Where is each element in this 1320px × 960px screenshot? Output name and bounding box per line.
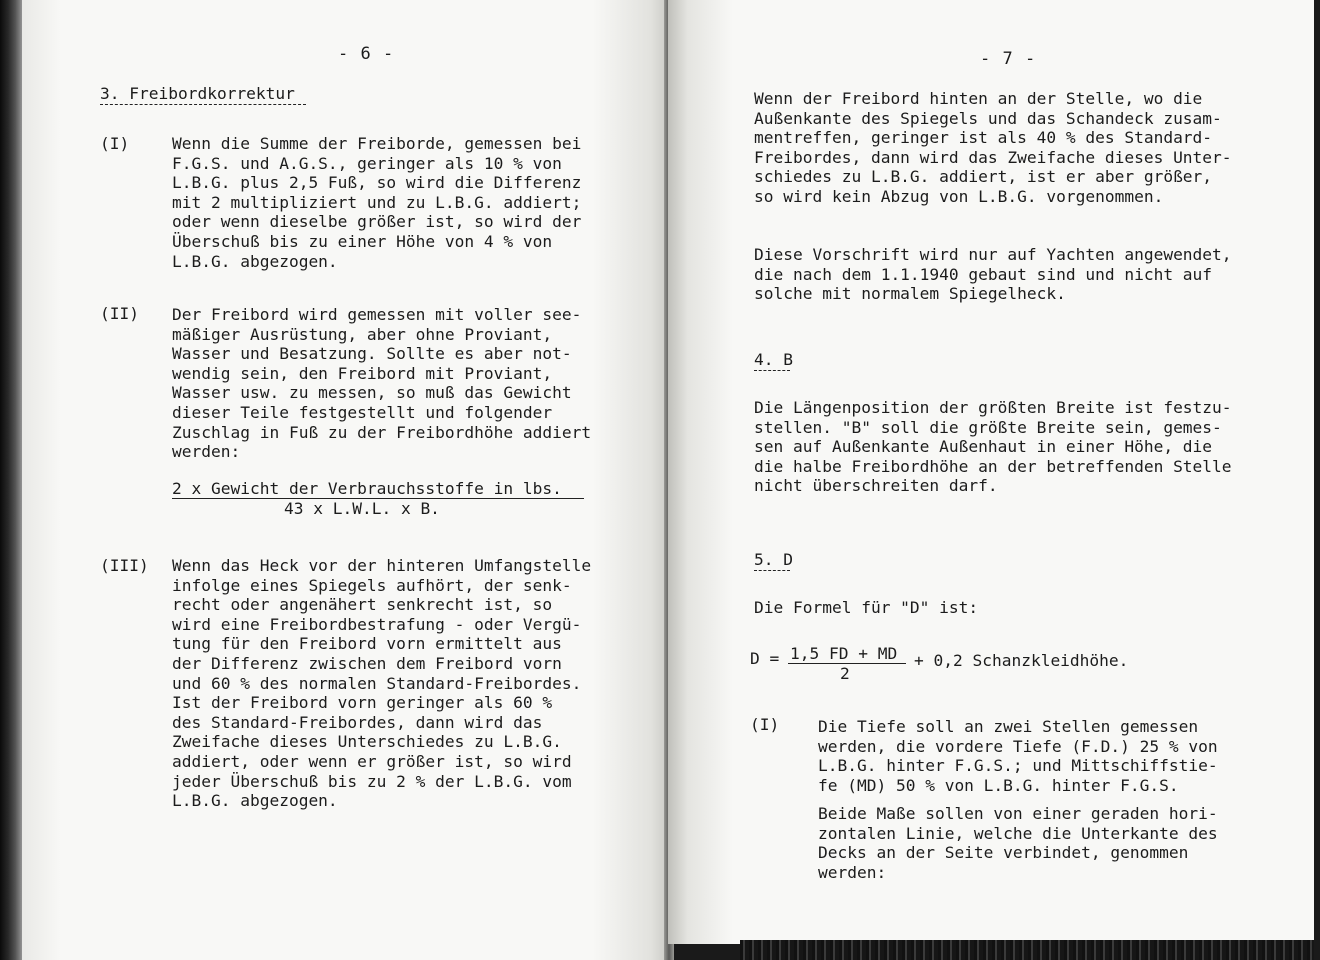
text-line: L.B.G. hinter F.G.S.; und Mittschiffstie- [818,756,1218,776]
heading-underline [754,570,790,571]
text-line: F.G.S. und A.G.S., geringer als 10 % von [172,153,562,173]
text-line: jeder Überschuß bis zu 2 % der L.B.G. vom [172,771,572,791]
formula-denominator: 43 x L.W.L. x B. [284,499,440,518]
formula-d-numerator: 1,5 FD + MD [790,644,898,663]
text-line: Der Freibord wird gemessen mit voller see- [172,305,582,324]
section-b-paragraph [754,398,1232,496]
text-line: Zweifache dieses Unterschiedes zu L.B.G. [172,732,562,752]
text-line: und 60 % des normalen Standard-Freibordes. [172,673,582,693]
text-line: Decks an der Seite verbindet, genommen [818,843,1189,863]
text-line: Diese Vorschrift wird nur auf Yachten angewendet, [754,245,1232,264]
text-line: sen auf Außenkante Außenhaut in einer Höhe, die [754,437,1213,457]
text-line: recht oder angenähert senkrecht ist, so [172,595,553,615]
text-line: mit 2 multipliziert und zu L.B.G. addiert; [172,192,582,212]
formula-d-rhs: + 0,2 Schanzkleidhöhe. [914,651,1129,670]
text-line: die nach dem 1.1.1940 gebaut sind und nicht auf [754,264,1213,284]
text-line: addiert, oder wenn er größer ist, so wird [172,751,572,771]
paragraph-iii [172,556,591,811]
section-heading-d: 5. D [754,550,793,569]
text-line: des Standard-Freibordes, dann wird das [172,712,543,732]
text-line: Wenn der Freibord hinten an der Stelle, wo die [754,89,1203,108]
text-line: Wasser und Besatzung. Sollte es aber not- [172,344,572,364]
right-page [668,0,1316,944]
text-line: nicht überschreiten darf. [754,476,998,496]
text-line: mäßiger Ausrüstung, aber ohne Proviant, [172,324,553,344]
text-line: werden: [172,442,241,462]
rule-paragraph [754,245,1232,304]
section-heading-b: 4. B [754,350,793,369]
paragraph-i [172,134,581,271]
page-number-left: - 6 - [338,44,395,64]
heading-underline [100,104,306,105]
text-line: Die Tiefe soll an zwei Stellen gemessen [818,717,1199,736]
formula-d-denominator: 2 [840,664,850,683]
text-line: Wasser usw. zu messen, so muß das Gewicht [172,383,572,403]
scan-border-right [1314,0,1320,960]
text-line: werden, die vordere Tiefe (F.D.) 25 % von [818,736,1218,756]
intro-paragraph [754,89,1232,207]
text-line: Überschuß bis zu einer Höhe von 4 % von [172,231,553,251]
text-line: Beide Maße sollen von einer geraden hori- [818,804,1218,823]
text-line: wendig sein, den Freibord mit Proviant, [172,363,553,383]
text-line: werden: [818,862,887,882]
text-line: Die Längenposition der größten Breite ist festzu- [754,398,1232,417]
text-line: tung für den Freibord vorn ermittelt aus [172,634,562,654]
text-line: L.B.G. abgezogen. [172,251,338,271]
section-d-continuation [818,804,1218,882]
paragraph-marker-i: (I) [750,715,780,734]
text-line: zontalen Linie, welche die Unterkante des [818,823,1218,843]
formula-intro: Die Formel für "D" ist: [754,598,979,617]
text-line: oder wenn dieselbe größer ist, so wird der [172,212,582,232]
section-d-paragraph [818,717,1218,795]
section-heading-freibordkorrektur: 3. Freibordkorrektur [100,84,295,103]
text-line: wird eine Freibordbestrafung - oder Vergü- [172,614,582,634]
text-line: solche mit normalem Spiegelheck. [754,284,1066,304]
page-number-right: - 7 - [980,49,1037,69]
text-line: Zuschlag in Fuß zu der Freibordhöhe addiert [172,422,592,442]
page-stack-edge [740,940,1316,960]
text-line: Wenn die Summe der Freiborde, gemessen bei [172,134,582,153]
formula-numerator: 2 x Gewicht der Verbrauchsstoffe in lbs. [172,479,562,498]
text-line: dieser Teile festgestellt und folgender [172,402,553,422]
paragraph-marker-i: (I) [100,134,130,153]
text-line: mentreffen, geringer ist als 40 % des Standard- [754,128,1213,148]
text-line: so wird kein Abzug von L.B.G. vorgenommen. [754,186,1164,206]
text-line: Außenkante des Spiegels und das Schandeck zusam- [754,108,1222,128]
paragraph-marker-ii: (II) [100,304,139,323]
paragraph-marker-iii: (III) [100,556,149,575]
text-line: stellen. "B" soll die größte Breite sein, gemes- [754,417,1222,437]
text-line: schiedes zu L.B.G. addiert, ist er aber größer, [754,167,1213,187]
text-line: Freibordes, dann wird das Zweifache dieses Unter- [754,147,1232,167]
text-line: L.B.G. abgezogen. [172,791,338,811]
formula-d-lhs: D = [750,649,780,668]
text-line: infolge eines Spiegels aufhört, der senk- [172,575,572,595]
heading-underline [754,370,790,371]
text-line: Ist der Freibord vorn geringer als 60 % [172,693,553,713]
text-line: Wenn das Heck vor der hinteren Umfangstelle [172,556,592,575]
text-line: L.B.G. plus 2,5 Fuß, so wird die Differenz [172,173,582,193]
text-line: der Differenz zwischen dem Freibord vorn [172,653,562,673]
left-page [22,0,670,960]
text-line: fe (MD) 50 % von L.B.G. hinter F.G.S. [818,775,1179,795]
text-line: die halbe Freibordhöhe an der betreffenden Stelle [754,456,1232,476]
paragraph-ii [172,305,591,462]
